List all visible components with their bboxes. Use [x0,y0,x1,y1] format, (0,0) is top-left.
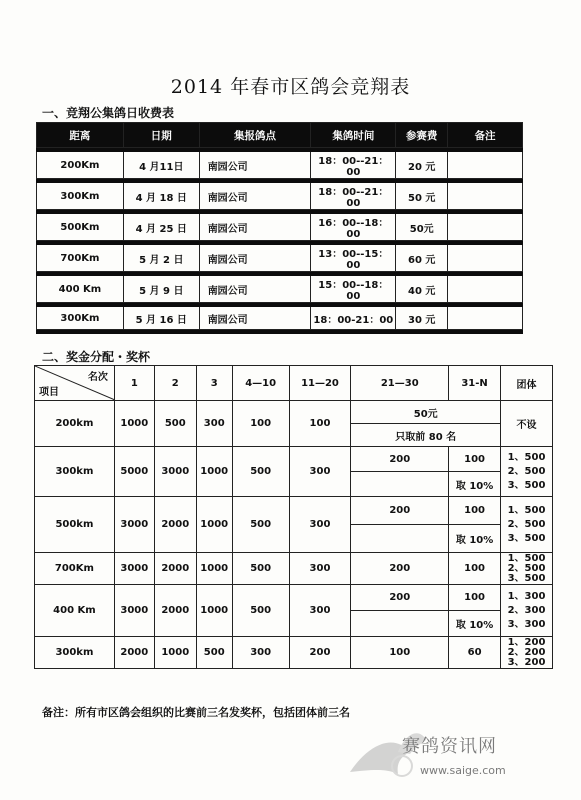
prize-cell: 200 [289,637,351,669]
team-prize: 2、500 [507,518,546,530]
team-cell [501,553,553,585]
cell-time: 18：00-21：00 [311,307,396,330]
prize-cell: 1000 [114,401,154,447]
prize-cell: 200 [351,553,449,585]
row-label: 700Km [35,553,115,585]
prize-cell: 1000 [196,585,232,637]
cell-remark [448,152,523,179]
cell-location: 南园公司 [199,183,311,210]
prize-cell: 1000 [196,497,232,553]
cell-fee: 50 元 [396,183,448,210]
prize-cell: 300 [289,585,351,637]
prize-cell: 3000 [114,497,154,553]
table-row [35,637,553,669]
watermark-url: www.saige.com [420,764,506,777]
prize-cell: 300 [196,401,232,447]
prize-cell: 2000 [154,497,196,553]
prize-cell: 500 [232,497,289,553]
table-row [37,183,523,210]
team-prize: 1、300 [507,590,546,602]
prize-cell: 300 [289,447,351,497]
prize-cell: 500 [232,553,289,585]
team-prize: 3、300 [507,618,546,630]
prize-cell: 100 [232,401,289,447]
team-prize: 1、500 [507,451,546,463]
table-row [35,585,553,611]
prize-table [34,365,553,669]
prize-cell: 200 [351,497,449,525]
fee-header-row [37,123,523,148]
prize-cell: 3000 [154,447,196,497]
table-row [37,214,523,241]
section-heading-fees: 一、竞翔公集鸽日收费表 [42,106,175,120]
cell-location: 南园公司 [199,214,311,241]
prize-cell: 1000 [196,447,232,497]
cell-distance: 300Km [37,307,124,330]
prize-cell: 2000 [154,585,196,637]
prize-cell: 1000 [154,637,196,669]
prize-cell: 300 [232,637,289,669]
cell-date: 5 月 2 日 [123,245,199,272]
prize-cell [351,525,449,553]
team-prize: 2、500 [507,465,546,477]
fee-table [36,122,523,334]
row-label: 500km [35,497,115,553]
cell-date: 4 月 25 日 [123,214,199,241]
team-prize: 3、200 [507,656,546,668]
prize-cell: 100 [289,401,351,447]
cell-location: 南园公司 [199,245,311,272]
table-row [37,152,523,179]
cell-time: 18：00--21：00 [311,183,396,210]
cell-distance: 500Km [37,214,124,241]
cell-location: 南园公司 [199,276,311,303]
header-distance: 距离 [37,123,124,148]
table-row [35,553,553,585]
cell-date: 4 月11日 [123,152,199,179]
col-header: 2 [154,366,196,401]
prize-cell: 取 10% [449,525,501,553]
row-label: 200km [35,401,115,447]
cell-date: 5 月 16 日 [123,307,199,330]
cell-location: 南园公司 [199,152,311,179]
col-header: 1 [114,366,154,401]
prize-cell: 3000 [114,553,154,585]
team-prize: 2、300 [507,604,546,616]
row-label: 300km [35,447,115,497]
team-prize: 1、500 [507,552,546,564]
col-header: 团体 [501,366,553,401]
prize-cell: 取 10% [449,472,501,497]
cell-remark [448,245,523,272]
table-row [35,497,553,525]
row-label: 300km [35,637,115,669]
cell-date: 4 月 18 日 [123,183,199,210]
table-row [37,276,523,303]
col-header: 3 [196,366,232,401]
table-row [35,401,553,424]
footnote: 备注：所有市区鸽会组织的比赛前三名发奖杯，包括团体前三名 [42,706,350,719]
team-prize: 3、500 [507,532,546,544]
team-cell [501,497,553,553]
prize-cell: 500 [232,585,289,637]
prize-header-row [35,366,553,401]
cell-date: 5 月 9 日 [123,276,199,303]
prize-cell: 100 [351,637,449,669]
prize-cell [351,611,449,637]
cell-distance: 400 Km [37,276,124,303]
header-remark: 备注 [448,123,523,148]
cell-remark [448,276,523,303]
cell-distance: 700Km [37,245,124,272]
team-prize: 2、500 [507,562,546,574]
cell-fee: 40 元 [396,276,448,303]
table-row [35,447,553,472]
team-cell [501,637,553,669]
cell-location: 南园公司 [199,307,311,330]
cell-fee: 50元 [396,214,448,241]
corner-rank-label: 名次 [87,372,108,383]
corner-item-label: 项目 [39,387,59,398]
page-title: 2014 年春市区鸽会竞翔表 [170,76,411,98]
team-prize: 2、200 [507,646,546,658]
cell-distance: 300Km [37,183,124,210]
header-date: 日期 [123,123,199,148]
prize-cell: 只取前 80 名 [351,424,501,447]
prize-cell: 300 [289,497,351,553]
prize-cell: 100 [449,553,501,585]
cell-fee: 60 元 [396,245,448,272]
cell-fee: 30 元 [396,307,448,330]
prize-cell: 200 [351,585,449,611]
prize-cell: 取 10% [449,611,501,637]
col-header: 11—20 [289,366,351,401]
cell-remark [448,214,523,241]
header-location: 集报鸽点 [199,123,311,148]
prize-cell: 500 [154,401,196,447]
cell-fee: 20 元 [396,152,448,179]
table-row [37,307,523,330]
team-cell [501,447,553,497]
cell-distance: 200Km [37,152,124,179]
team-cell: 不设 [501,401,553,447]
prize-cell [351,472,449,497]
cell-time: 15：00--18：00 [311,276,396,303]
cell-time: 16：00--18：00 [311,214,396,241]
prize-cell: 50元 [351,401,501,424]
cell-remark [448,183,523,210]
cell-time: 18：00--21：00 [311,152,396,179]
header-fee: 参赛费 [396,123,448,148]
prize-cell: 2000 [114,637,154,669]
prize-cell: 200 [351,447,449,472]
team-prize: 3、500 [507,572,546,584]
prize-cell: 100 [449,447,501,472]
cell-time: 13：00--15：00 [311,245,396,272]
corner-cell [35,366,115,401]
prize-cell: 500 [232,447,289,497]
prize-cell: 100 [449,585,501,611]
section-heading-prizes: 二、奖金分配・奖杯 [42,350,151,364]
cell-remark [448,307,523,330]
team-prize: 3、500 [507,479,546,491]
prize-cell: 1000 [196,553,232,585]
table-row [37,245,523,272]
col-header: 4—10 [232,366,289,401]
watermark-name: 赛鸽资讯网 [402,736,497,757]
row-label: 400 Km [35,585,115,637]
team-prize: 1、200 [507,636,546,648]
prize-cell: 300 [289,553,351,585]
col-header: 21—30 [351,366,449,401]
header-time: 集鸽时间 [311,123,396,148]
team-prize: 1、500 [507,504,546,516]
prize-cell: 500 [196,637,232,669]
col-header: 31-N [449,366,501,401]
prize-cell: 100 [449,497,501,525]
prize-cell: 5000 [114,447,154,497]
team-cell [501,585,553,637]
prize-cell: 2000 [154,553,196,585]
prize-cell: 60 [449,637,501,669]
prize-cell: 3000 [114,585,154,637]
